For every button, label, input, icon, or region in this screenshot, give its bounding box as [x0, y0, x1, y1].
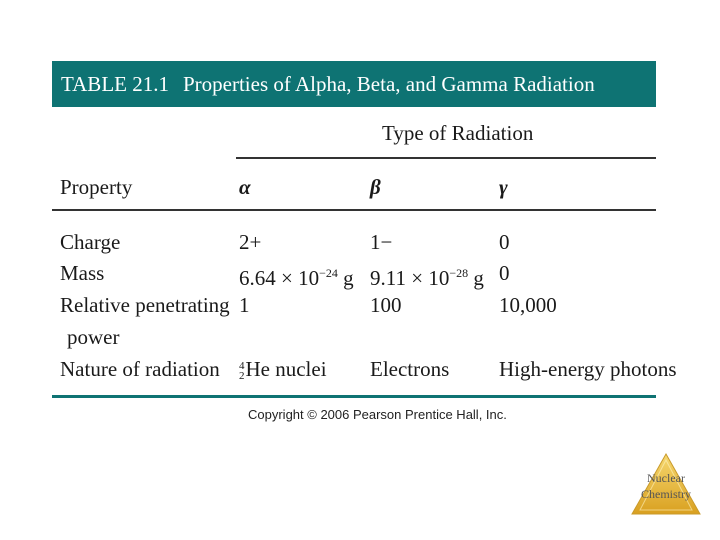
row-nature-gamma: High-energy photons	[499, 357, 677, 381]
row-mass-property: Mass	[60, 261, 105, 285]
row-penetrating-beta: 100	[370, 293, 402, 317]
row-charge-beta: 1−	[370, 230, 393, 254]
helium-nuclide-notation: 4 2	[239, 360, 245, 383]
type-header-rule	[236, 157, 656, 159]
row-mass-beta: $9.11 \times 10^{-28}$ g	[370, 266, 484, 290]
nuclear-chemistry-badge	[630, 470, 702, 502]
row-nature-property: Nature of radiation	[60, 357, 220, 381]
row-penetrating-alpha: 1	[239, 293, 250, 317]
row-penetrating-property-cont: power	[67, 325, 120, 349]
row-nature-beta: Electrons	[370, 357, 450, 381]
badge-line-2: Chemistry	[641, 487, 691, 501]
gamma-column-header: γ	[499, 175, 508, 199]
copyright-notice: Copyright © 2006 Pearson Prentice Hall, Inc.	[248, 407, 507, 422]
row-penetrating-gamma: 10,000	[499, 293, 557, 317]
badge-line-1: Nuclear	[647, 471, 685, 485]
row-mass-gamma: 0	[499, 261, 510, 285]
beta-column-header: β	[370, 175, 381, 199]
row-charge-gamma: 0	[499, 230, 510, 254]
type-of-radiation-header: Type of Radiation	[382, 121, 534, 145]
header-rule	[52, 209, 656, 211]
alpha-column-header: α	[239, 175, 251, 199]
row-charge-property: Charge	[60, 230, 121, 254]
table-title: Properties of Alpha, Beta, and Gamma Radiation	[182, 72, 595, 96]
table-title-bar	[52, 61, 656, 107]
row-mass-alpha: $6.64 \times 10^{-24}$ g	[239, 266, 354, 290]
table-bottom-rule	[52, 395, 656, 398]
row-charge-alpha: 2+	[239, 230, 262, 254]
table-number: TABLE 21.1	[61, 72, 169, 96]
property-column-header: Property	[60, 175, 133, 199]
row-nature-alpha: 4 2 He nuclei	[239, 357, 327, 383]
row-penetrating-property: Relative penetrating	[60, 293, 230, 317]
